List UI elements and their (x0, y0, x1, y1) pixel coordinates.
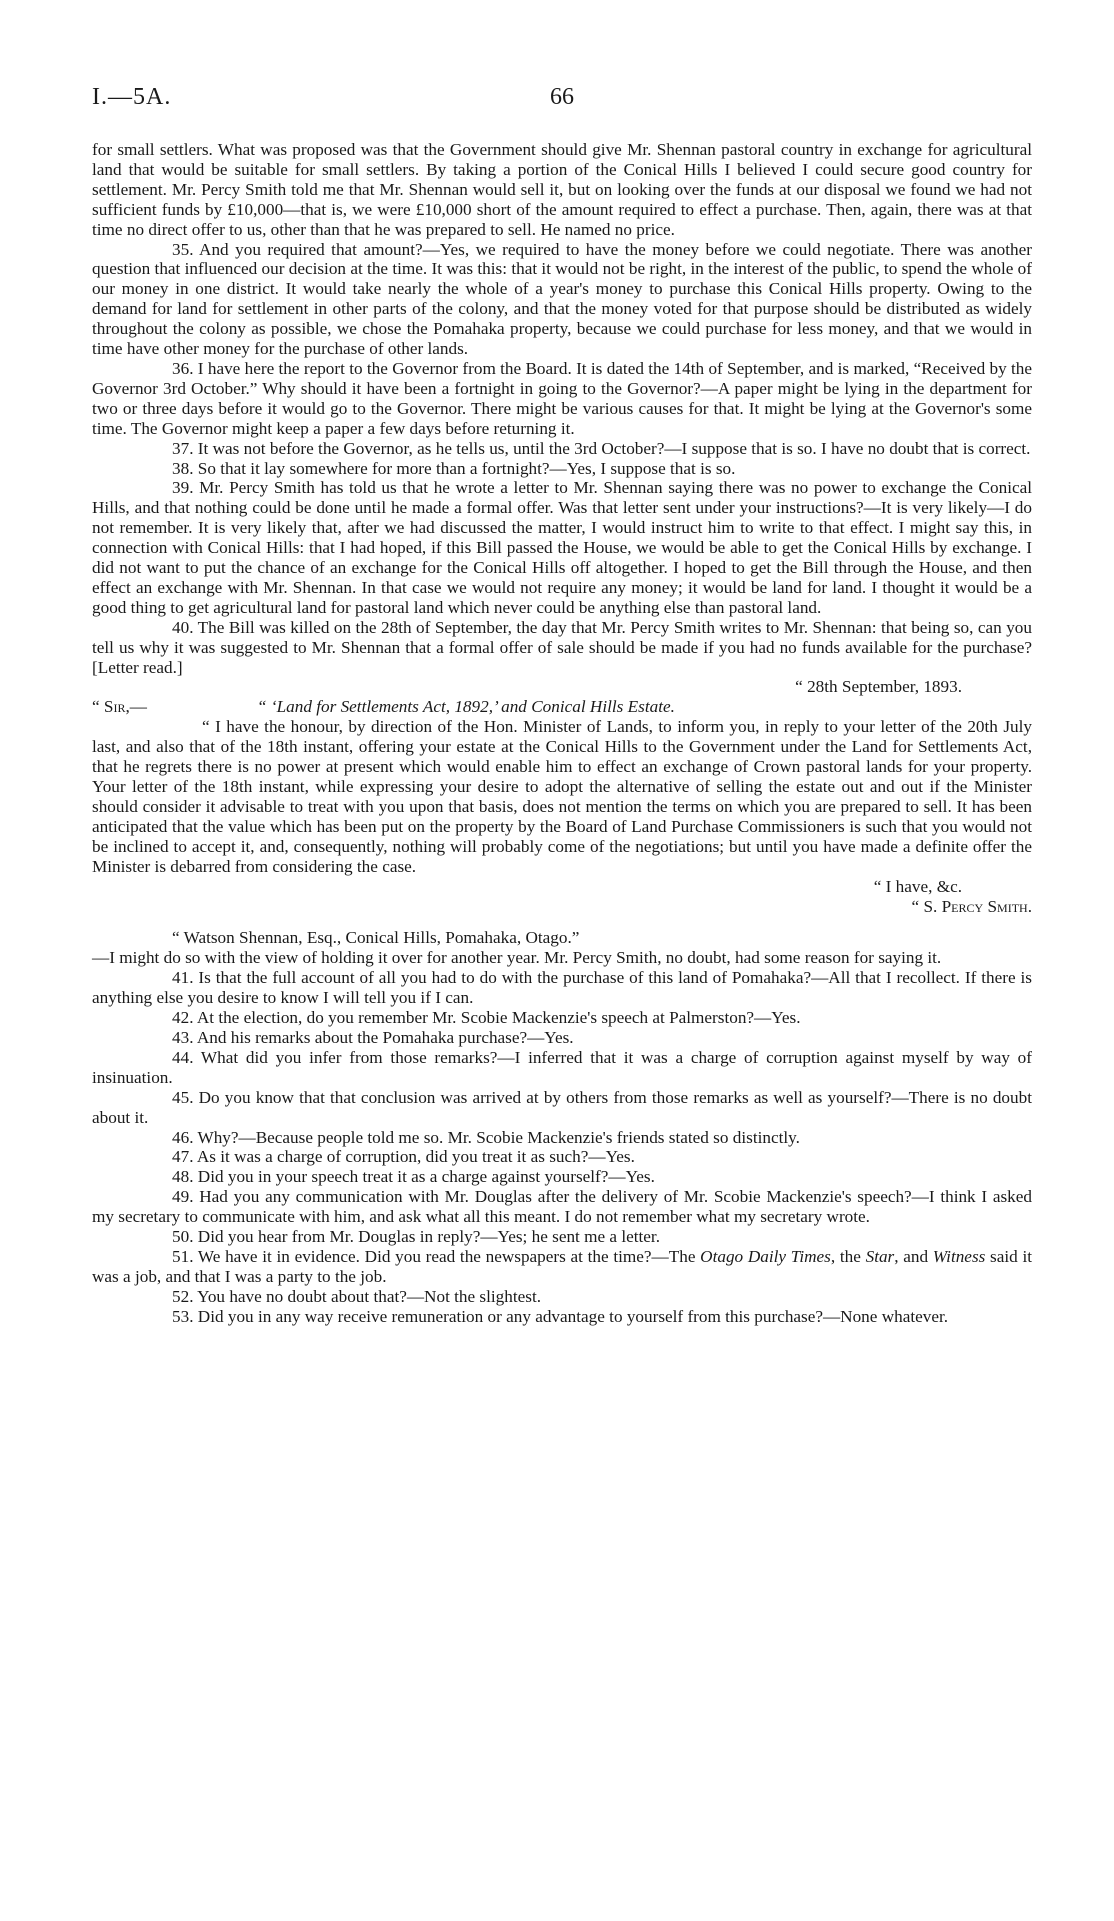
question-41: 41. Is that the full account of all you had to do with the purchase of this land of Pomahaka?—All that I recollect. If there is anything else you desire to know I will tell you if I can. (92, 968, 1032, 1008)
document-body (92, 140, 1032, 1327)
answer-continued: —I might do so with the view of holding it over for another year. Mr. Percy Smith, no doubt, had some reason for saying it. (92, 948, 942, 968)
question-40: 40. The Bill was killed on the 28th of September, the day that Mr. Percy Smith writes to Mr. Shennan: that being so, can you tell us why it was suggested to Mr. Shennan that a formal offer of sale should be made if you had no funds available for the purchase? [Letter read.] (92, 617, 1032, 677)
letter-heading (92, 697, 1032, 717)
letter-date: “ 28th September, 1893. (795, 677, 962, 697)
question-46: 46. Why?—Because people told me so. Mr. Scobie Mackenzie's friends stated so distinctly. (172, 1127, 800, 1147)
question-38: 38. So that it lay somewhere for more than a fortnight?—Yes, I suppose that is so. (172, 458, 736, 478)
question-39: 39. Mr. Percy Smith has told us that he wrote a letter to Mr. Shennan saying there was no power to exchange the Conical Hills, and that nothing could be done until he made a formal offer. Was that letter sent under your instructions?—It is very likely—I do not remember. It is very likely that, after we had discussed the matter, I would instruct him to write to that effect. I might say this, in connection with Conical Hills: that I had hoped, if this Bill passed the House, we would be able to get the Conical Hills by exchange. I did not want to put the chance of an exchange for the Conical Hills off altogether. I hoped to get the Bill through the House, and then effect an exchange with Mr. Shennan. In that case we would not require any money; it would be land for land. I thought it would be a good thing to get agricultural land for pastoral land which never could be anything else than pastoral land. (92, 478, 1032, 617)
question-49: 49. Had you any communication with Mr. Douglas after the delivery of Mr. Scobie Mackenzie's speech?—I think I asked my secretary to communicate with him, and ask what all this meant. I do not remember what my secretary wrote. (92, 1187, 1032, 1227)
paragraph-continued: for small settlers. What was proposed was that the Government should give Mr. Shennan pastoral country in exchange for agricultural land that would be suitable for small settlers. By taking a portion of the Conical Hills I believed I could secure good country for settlement. Mr. Percy Smith told me that Mr. Shennan would sell it, but on looking over the funds at our disposal we found we had not sufficient funds by £10,000—that is, we were £10,000 short of the amount required to effect a purchase. Then, again, there was at that time no direct offer to us, other than that he was prepared to sell. He named no price. (92, 140, 1032, 239)
question-37: 37. It was not before the Governor, as he tells us, until the 3rd October?—I suppose that is so. I have no doubt that is correct. (172, 438, 1031, 458)
question-51: 51. We have it in evidence. Did you read the newspapers at the time?—The Otago Daily Times, the Star, and Witness said it was a job, and that I was a party to the job. (92, 1246, 1032, 1286)
question-42: 42. At the election, do you remember Mr. Scobie Mackenzie's speech at Palmerston?—Yes. (172, 1008, 801, 1028)
document-reference: I.—5A. (92, 84, 172, 110)
newspaper-otago-daily-times: Otago Daily Times (700, 1246, 831, 1266)
newspaper-witness: Witness (932, 1246, 986, 1266)
question-50: 50. Did you hear from Mr. Douglas in reply?—Yes; he sent me a letter. (172, 1227, 661, 1247)
question-35: 35. And you required that amount?—Yes, we required to have the money before we could negotiate. There was another question that influenced our decision at the time. It was this: that it would not be right, in the interest of the public, to spend the whole of our money in one district. It would take nearly the whole of a year's money to purchase this Conical Hills property. Owing to the demand for land for settlement in other parts of the colony, and that the money voted for that purpose should be distributed as widely throughout the colony as possible, we chose the Pomahaka property, because we could purchase for less money, and that we would in time have other money for the purchase of other lands. (92, 239, 1032, 359)
newspaper-star: Star (865, 1246, 895, 1266)
page-header (92, 84, 1032, 114)
question-36: 36. I have here the report to the Governor from the Board. It is dated the 14th of September, and is marked, “Received by the Governor 3rd October.” Why should it have been a fortnight in going to the Governor?—A paper might be lying in the department for two or three days before it would go to the Governor. There might be various causes for that. It might be lying at the Governor's some time. The Governor might keep a paper a few days before returning it. (92, 358, 1032, 438)
question-53: 53. Did you in any way receive remuneration or any advantage to yourself from this purchase?—None whatever. (172, 1306, 949, 1326)
question-47: 47. As it was a charge of corruption, did you treat it as such?—Yes. (172, 1147, 635, 1167)
quoted-letter (92, 677, 1032, 948)
letter-subject: “ ‘Land for Settlements Act, 1892,’ and Conical Hills Estate. (257, 697, 675, 717)
page-number: 66 (550, 84, 574, 110)
question-45: 45. Do you know that that conclusion was arrived at by others from those remarks as well as yourself?—There is no doubt about it. (92, 1087, 1032, 1127)
letter-address: “ Watson Shennan, Esq., Conical Hills, Pomahaka, Otago.” (172, 928, 580, 948)
question-44: 44. What did you infer from those remarks?—I inferred that it was a charge of corruption against myself by way of insinuation. (92, 1047, 1032, 1087)
letter-closing: “ I have, &c. (873, 876, 962, 896)
letter-body: “ I have the honour, by direction of the Hon. Minister of Lands, to inform you, in reply to your letter of the 20th July last, and also that of the 18th instant, offering your estate at the Conical Hills to the Government under the Land for Settlements Act, that he regrets there is no power at present which would enable him to effect an exchange of Crown pastoral lands for your property. Your letter of the 18th instant, while expressing your desire to adopt the alternative of selling the estate out and out if the Minister should consider it advisable to treat with you upon that basis, does not mention the terms on which you are prepared to sell. It has been anticipated that the value which has been put on the property by the Board of Land Purchase Commissioners is such that you would not be inclined to accept it, and, consequently, nothing will probably come of the negotiations; but until you have made a definite offer the Minister is debarred from considering the case. (92, 717, 1032, 876)
letter-signature: “ S. Percy Smith. (911, 896, 1032, 916)
question-48: 48. Did you in your speech treat it as a charge against yourself?—Yes. (172, 1167, 655, 1187)
question-43: 43. And his remarks about the Pomahaka purchase?—Yes. (172, 1027, 574, 1047)
letter-salutation: “ Sir,— (92, 697, 147, 717)
question-52: 52. You have no doubt about that?—Not the slightest. (172, 1286, 542, 1306)
